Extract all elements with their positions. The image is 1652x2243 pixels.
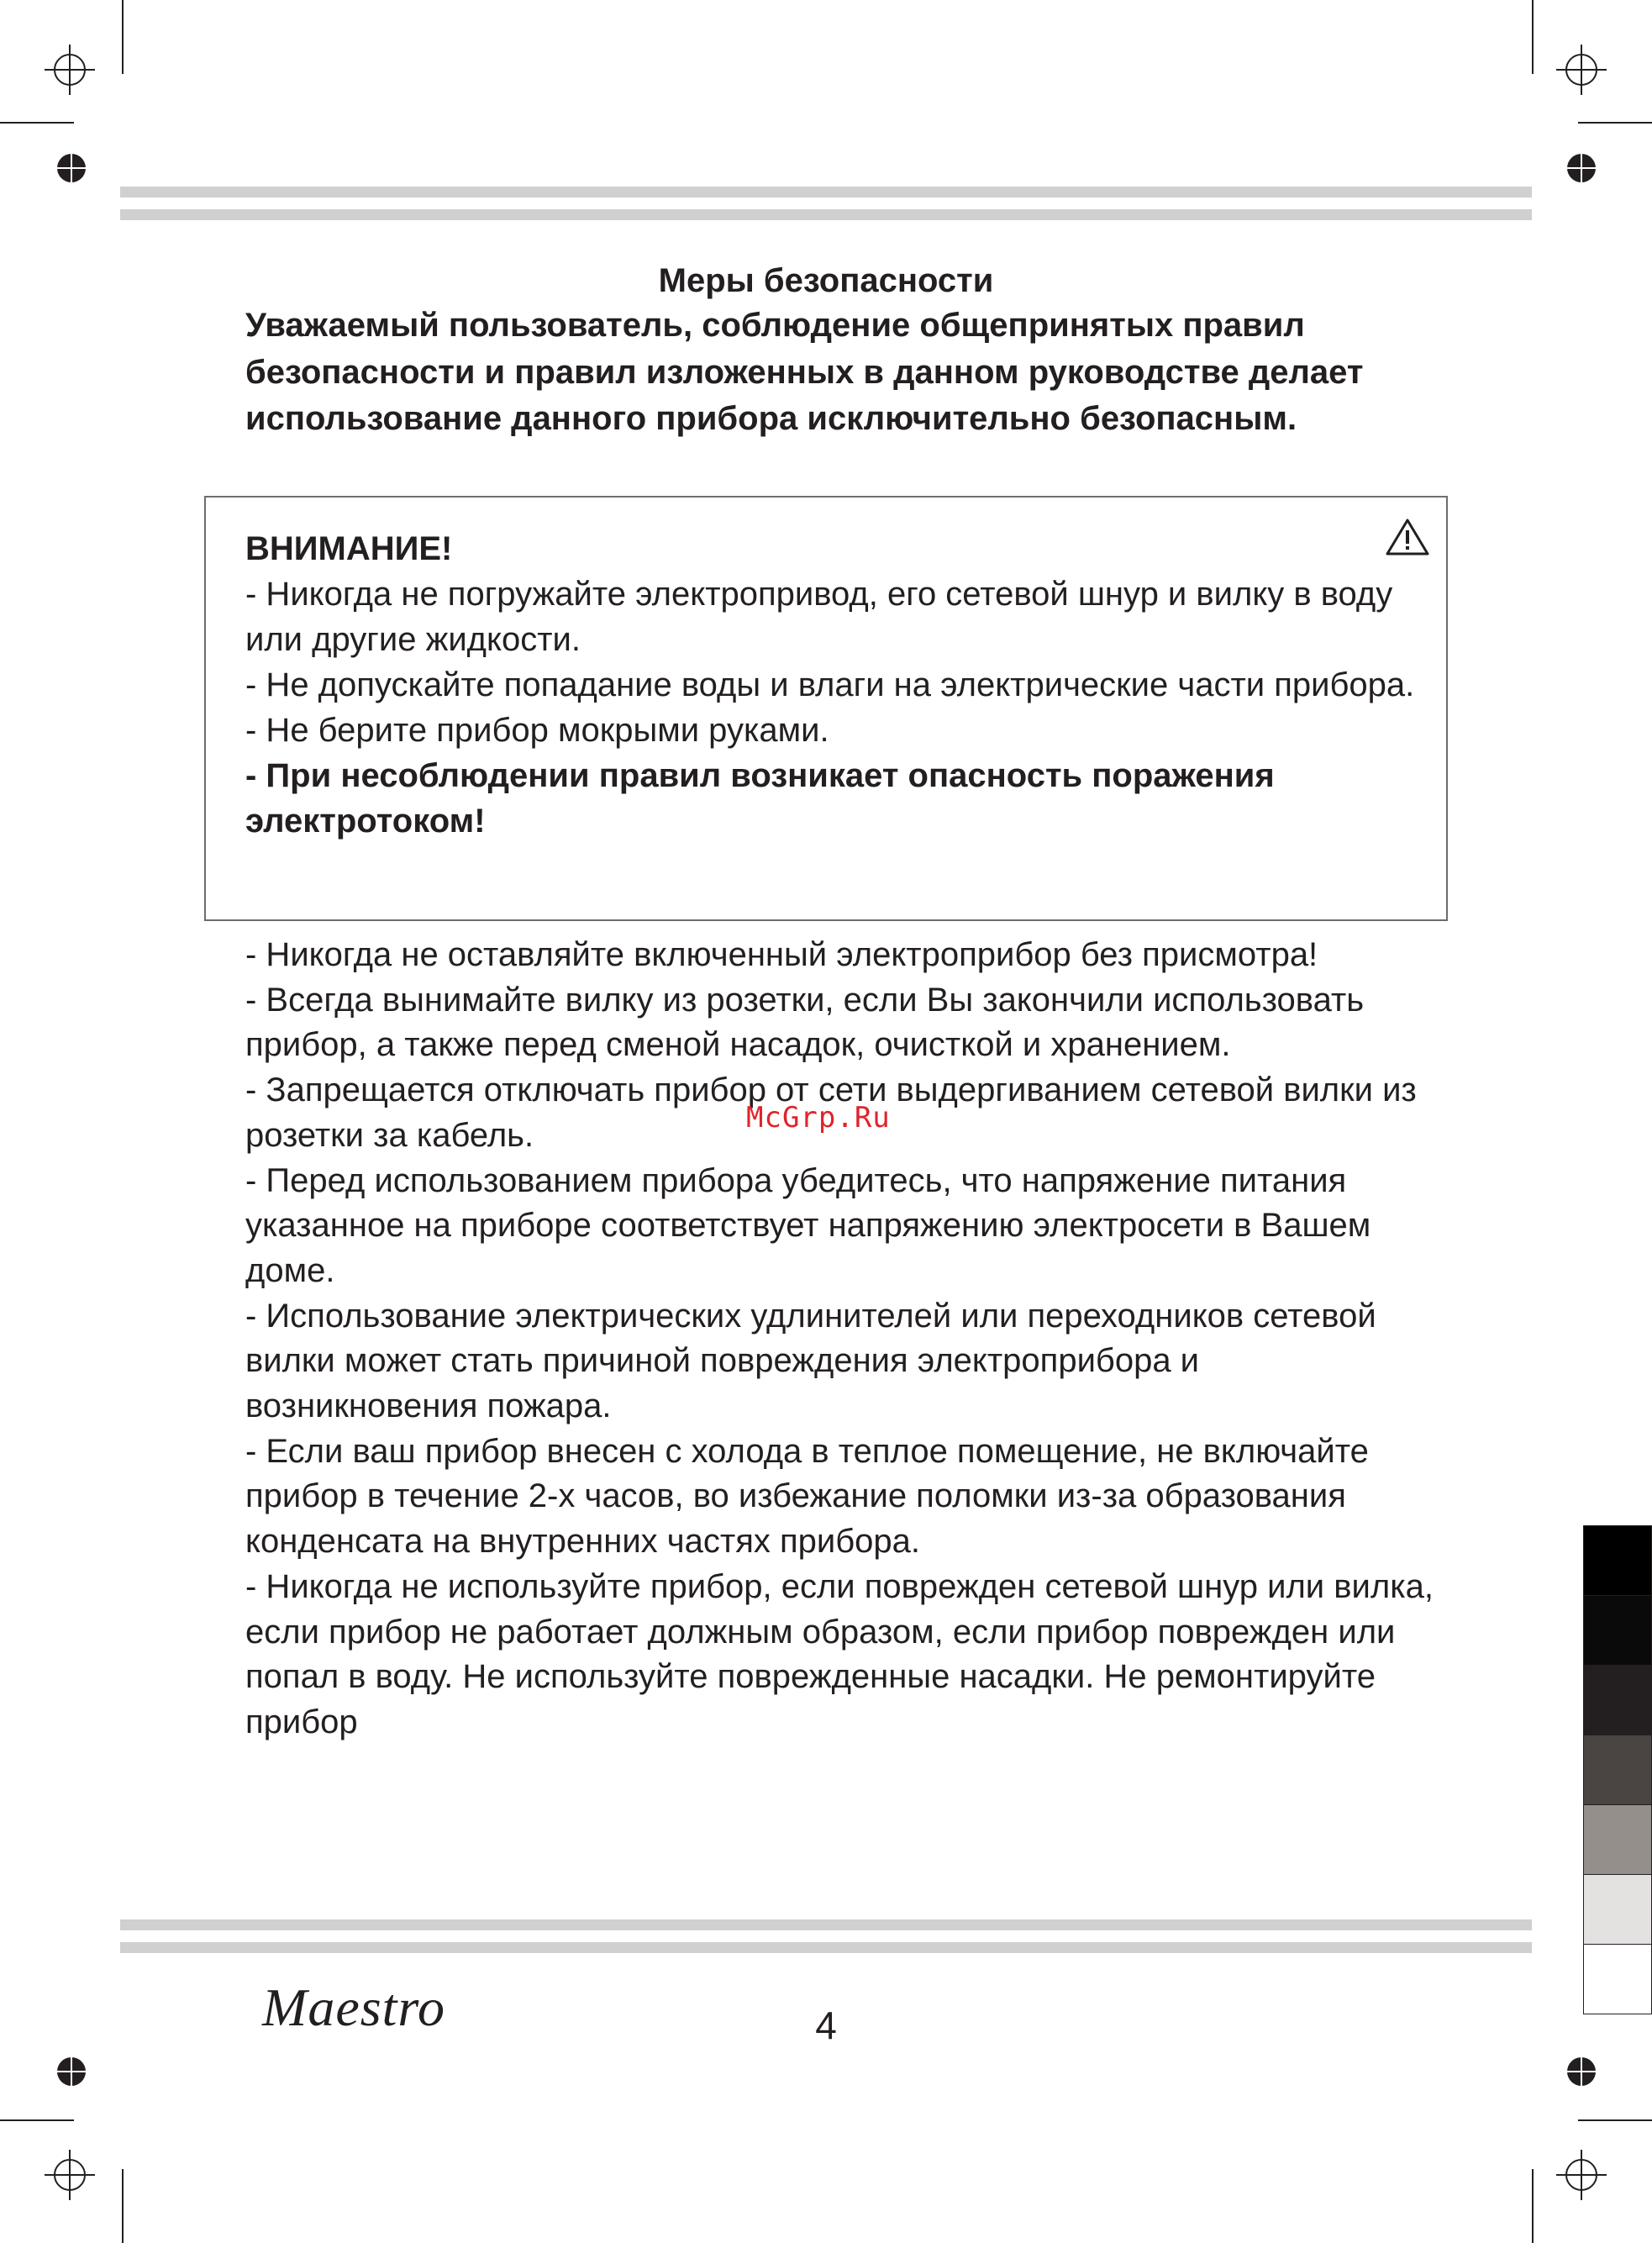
registration-dot-top-left [55, 152, 87, 184]
warning-item: - Не берите прибор мокрыми руками. [245, 712, 829, 749]
registration-dot-bottom-right [1565, 2056, 1597, 2088]
registration-mark-bottom-left [45, 2150, 95, 2200]
safety-rule: - Никогда не используйте прибор, если поврежден сетевой шнур или вилка, если прибор не работает должным образом, если прибор поврежден или попал в воду. Не используйте поврежденные насадки. Не ремонтируйте прибор [245, 1567, 1434, 1740]
warning-item-emphasis: - При несоблюдении правил возникает опасность поражения электротоком! [245, 757, 1275, 840]
safety-rule: - Перед использованием прибора убедитесь, что напряжение питания указанное на приборе соответствует напряжению электросети в Вашем доме. [245, 1161, 1371, 1289]
header-band-1 [120, 187, 1532, 197]
warning-heading: ВНИМАНИЕ! [245, 530, 453, 567]
safety-rules-list [245, 933, 1439, 1745]
warning-list [245, 571, 1422, 844]
color-swatch [1583, 1525, 1652, 1596]
color-swatch [1583, 1595, 1652, 1666]
safety-rule: - Использование электрических удлинителей или переходников сетевой вилки может стать причиной повреждения электроприбора и возникновения пожара. [245, 1297, 1376, 1425]
color-swatch [1583, 1804, 1652, 1875]
trim-line-bottom-right [1532, 2169, 1534, 2243]
intro-paragraph: Уважаемый пользователь, соблюдение общепринятых правил безопасности и правил изложенных в данном руководстве делает использование данного прибора исключительно безопасным. [245, 307, 1364, 437]
warning-item: - Никогда не погружайте электропривод, его сетевой шнур и вилку в воду или другие жидкости. [245, 576, 1393, 658]
color-swatch [1583, 1735, 1652, 1805]
registration-dot-bottom-left [55, 2056, 87, 2088]
brand-logo: Maestro [262, 1977, 445, 2037]
page-number: 4 [815, 2003, 837, 2047]
registration-mark-bottom-right [1556, 2150, 1607, 2200]
color-control-strip [1583, 1526, 1652, 2014]
trim-line-right-top [1578, 122, 1652, 124]
trim-line-top-left [122, 0, 124, 74]
trim-line-left-top [0, 122, 74, 124]
trim-line-right-bottom [1578, 2119, 1652, 2121]
registration-dot-top-right [1565, 152, 1597, 184]
safety-rule: - Запрещается отключать прибор от сети выдергиванием сетевой вилки из розетки за кабель. [245, 1071, 1417, 1154]
registration-mark-top-left [45, 45, 95, 95]
footer-band-2 [120, 1942, 1532, 1953]
color-swatch [1583, 1665, 1652, 1735]
registration-mark-top-right [1556, 45, 1607, 95]
footer-band-1 [120, 1919, 1532, 1930]
page-title: Меры безопасности [658, 262, 994, 299]
header-band-2 [120, 209, 1532, 220]
color-swatch [1583, 1874, 1652, 1945]
trim-line-top-right [1532, 0, 1534, 74]
warning-item: - Не допускайте попадание воды и влаги на электрические части прибора. [245, 666, 1415, 703]
watermark-text: McGrp.Ru [746, 1101, 891, 1135]
trim-line-left-bottom [0, 2119, 74, 2121]
safety-rule: - Если ваш прибор внесен с холода в теплое помещение, не включайте прибор в течение 2-х часов, во избежание поломки из-за образования конденсата на внутренних частях прибора. [245, 1432, 1369, 1561]
trim-line-bottom-left [122, 2169, 124, 2243]
safety-rule: - Никогда не оставляйте включенный электроприбор без присмотра! [245, 936, 1318, 973]
color-swatch [1583, 1944, 1652, 2014]
warning-triangle-icon [1385, 518, 1430, 556]
safety-rule: - Всегда вынимайте вилку из розетки, если Вы закончили использовать прибор, а также перед сменой насадок, очисткой и хранением. [245, 981, 1365, 1064]
